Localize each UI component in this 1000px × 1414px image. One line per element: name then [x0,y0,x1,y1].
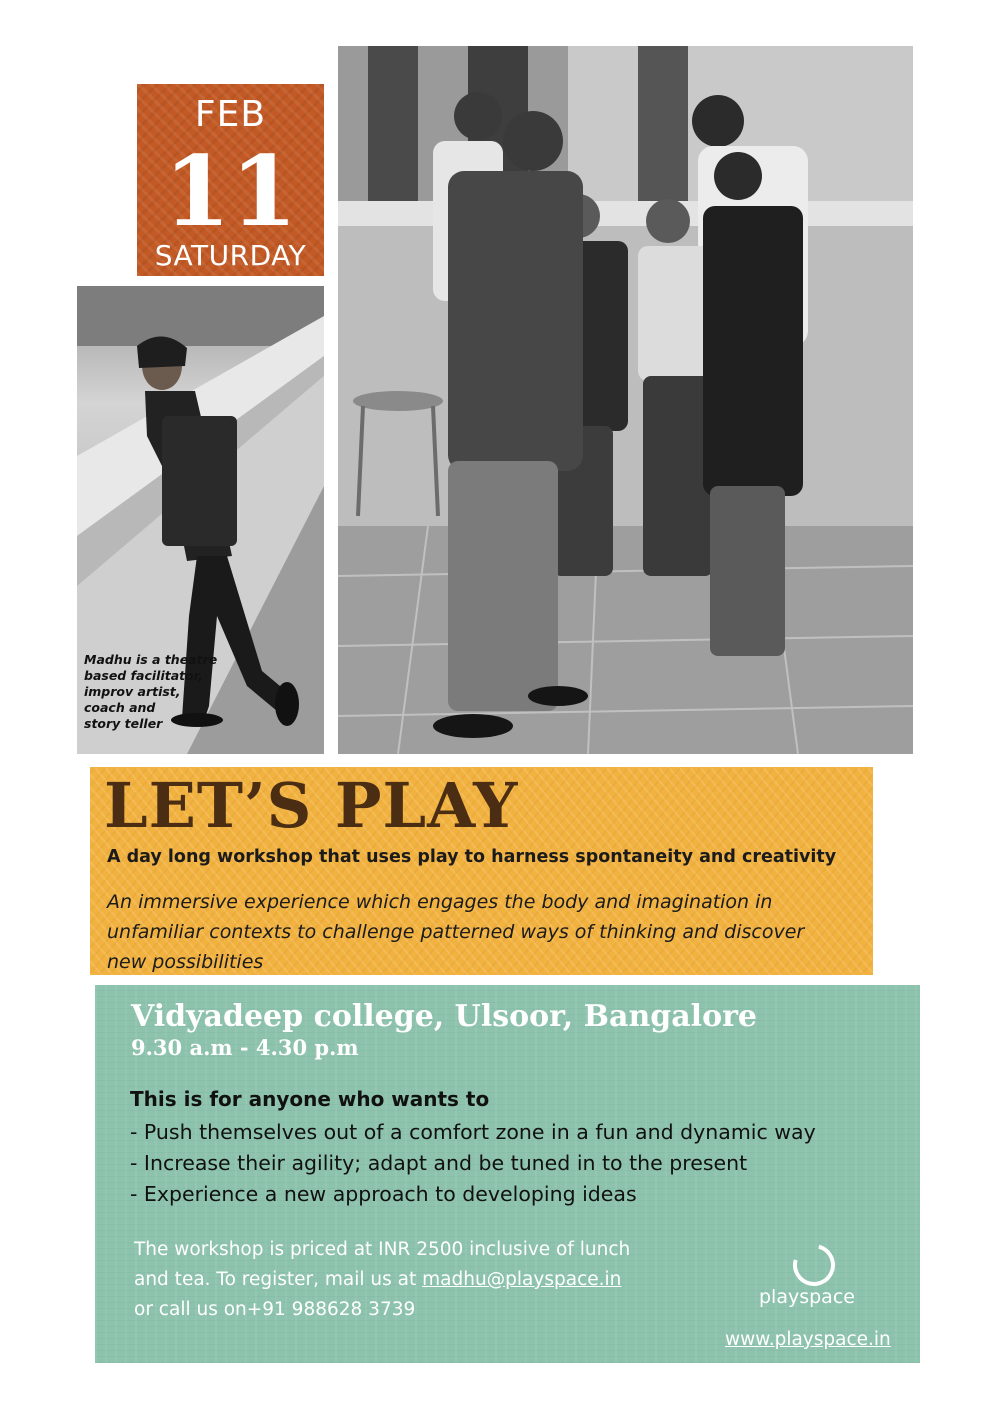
caption-line: story teller [84,716,163,731]
pricing-line-phone: or call us on+91 988628 3739 [134,1299,416,1320]
date-month: FEB [194,94,267,135]
audience-item: - Push themselves out of a comfort zone in a fun and dynamic way [130,1120,816,1144]
email-link[interactable]: madhu@playspace.in [422,1269,622,1290]
date-weekday: SATURDAY [154,239,307,272]
brand-name: playspace [759,1286,855,1308]
caption-line: coach and [84,700,156,715]
audience-list [130,1117,816,1210]
pricing-line-register [134,1265,694,1295]
group-photo [338,46,913,754]
facilitator-caption [84,652,224,732]
caption-line: based facilitator, [84,668,203,683]
pricing-prefix: and tea. To register, mail us at [134,1269,423,1290]
date-block [137,84,324,276]
website-link[interactable]: www.playspace.in [725,1329,891,1350]
date-day: 11 [163,135,298,248]
caption-line: Madhu is a theatre [84,652,218,667]
workshop-time: 9.30 a.m - 4.30 p.m [131,1035,359,1060]
workshop-subtitle: A day long workshop that uses play to harness spontaneity and creativity [107,847,837,867]
group-photo-illustration [338,46,913,754]
workshop-info-band [95,985,920,1363]
audience-item: - Increase their agility; adapt and be tuned in to the present [130,1151,748,1175]
audience-item: - Experience a new approach to developing ideas [130,1182,637,1206]
workshop-title: LET’S PLAY [104,769,519,842]
pricing-line: The workshop is priced at INR 2500 inclusive of lunch [134,1239,631,1260]
venue-location: Vidyadeep college, Ulsoor, Bangalore [131,999,757,1034]
pricing-info [134,1235,694,1325]
caption-line: improv artist, [84,684,181,699]
workshop-description: An immersive experience which engages the body and imagination in unfamiliar contexts to challenge patterned ways of thinking and discover new possibilities [107,891,805,973]
workshop-title-band [90,767,873,975]
audience-heading: This is for anyone who wants to [130,1087,490,1111]
